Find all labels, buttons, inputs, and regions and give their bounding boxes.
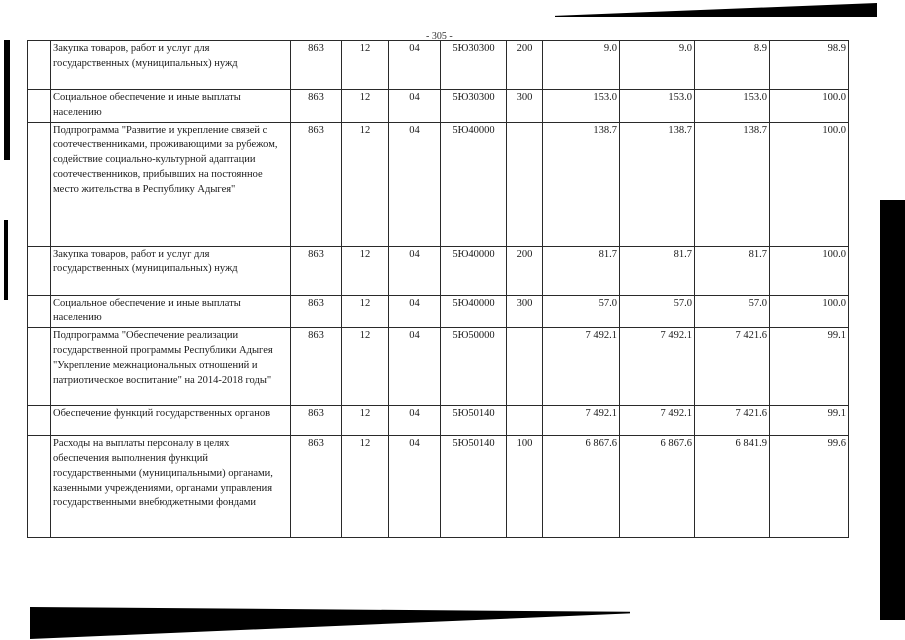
budget-table (27, 40, 849, 538)
item-name-cell: Социальное обеспечение и иные выплаты населению (51, 90, 291, 123)
vr-cell (507, 328, 543, 406)
row-marker-cell (28, 295, 51, 328)
item-name-cell: Подпрограмма "Развитие и укрепление связей с соотечественниками, проживающими за рубежом, содействие социально-культурной адаптации соотечественников, прибывших на постоянное место жительства в Республику Адыгея" (51, 122, 291, 246)
scan-artifact-top (555, 3, 877, 17)
ved-cell: 863 (291, 436, 342, 538)
vr-cell (507, 406, 543, 436)
scan-artifact-bottom (30, 607, 630, 639)
rz-cell: 12 (342, 295, 389, 328)
page-number: - 305 - (426, 31, 453, 42)
pr-cell: 04 (389, 406, 441, 436)
item-name-cell: Расходы на выплаты персоналу в целях обеспечения выполнения функций государственными (муниципальными) органами, казенными учреждениями, органами управления государственными внебюджетными фондами (51, 436, 291, 538)
table-row (28, 328, 849, 406)
percent-cell: 100.0 (770, 90, 849, 123)
amount-1-cell: 9.0 (543, 41, 620, 90)
amount-3-cell: 138.7 (695, 122, 770, 246)
vr-cell: 300 (507, 295, 543, 328)
row-marker-cell (28, 41, 51, 90)
item-name-cell: Закупка товаров, работ и услуг для государственных (муниципальных) нужд (51, 41, 291, 90)
amount-1-cell: 7 492.1 (543, 328, 620, 406)
csr-cell: 5Ю30300 (441, 41, 507, 90)
csr-cell: 5Ю50140 (441, 436, 507, 538)
pr-cell: 04 (389, 90, 441, 123)
percent-cell: 100.0 (770, 122, 849, 246)
row-marker-cell (28, 246, 51, 295)
amount-1-cell: 7 492.1 (543, 406, 620, 436)
percent-cell: 99.1 (770, 406, 849, 436)
csr-cell: 5Ю40000 (441, 295, 507, 328)
csr-cell: 5Ю30300 (441, 90, 507, 123)
amount-2-cell: 7 492.1 (620, 328, 695, 406)
amount-1-cell: 81.7 (543, 246, 620, 295)
table-row (28, 246, 849, 295)
csr-cell: 5Ю50000 (441, 328, 507, 406)
ved-cell: 863 (291, 328, 342, 406)
amount-2-cell: 81.7 (620, 246, 695, 295)
amount-2-cell: 138.7 (620, 122, 695, 246)
ved-cell: 863 (291, 41, 342, 90)
rz-cell: 12 (342, 41, 389, 90)
amount-2-cell: 6 867.6 (620, 436, 695, 538)
table-row (28, 122, 849, 246)
rz-cell: 12 (342, 122, 389, 246)
item-name-cell: Подпрограмма "Обеспечение реализации государственной программы Республики Адыгея "Укрепление межнациональных отношений и патриотическое воспитание" на 2014-2018 годы" (51, 328, 291, 406)
table-row (28, 41, 849, 90)
pr-cell: 04 (389, 295, 441, 328)
csr-cell: 5Ю50140 (441, 406, 507, 436)
amount-1-cell: 153.0 (543, 90, 620, 123)
rz-cell: 12 (342, 90, 389, 123)
scan-artifact-left-lower (4, 220, 8, 300)
vr-cell: 100 (507, 436, 543, 538)
pr-cell: 04 (389, 436, 441, 538)
rz-cell: 12 (342, 328, 389, 406)
percent-cell: 100.0 (770, 246, 849, 295)
pr-cell: 04 (389, 328, 441, 406)
amount-2-cell: 7 492.1 (620, 406, 695, 436)
rz-cell: 12 (342, 246, 389, 295)
row-marker-cell (28, 328, 51, 406)
vr-cell: 200 (507, 246, 543, 295)
row-marker-cell (28, 90, 51, 123)
amount-2-cell: 153.0 (620, 90, 695, 123)
amount-1-cell: 57.0 (543, 295, 620, 328)
csr-cell: 5Ю40000 (441, 122, 507, 246)
ved-cell: 863 (291, 122, 342, 246)
vr-cell: 200 (507, 41, 543, 90)
scan-artifact-left (4, 40, 10, 160)
amount-1-cell: 138.7 (543, 122, 620, 246)
amount-3-cell: 153.0 (695, 90, 770, 123)
table-row (28, 406, 849, 436)
amount-2-cell: 9.0 (620, 41, 695, 90)
amount-3-cell: 81.7 (695, 246, 770, 295)
row-marker-cell (28, 436, 51, 538)
table-row (28, 295, 849, 328)
row-marker-cell (28, 406, 51, 436)
item-name-cell: Социальное обеспечение и иные выплаты населению (51, 295, 291, 328)
amount-3-cell: 6 841.9 (695, 436, 770, 538)
percent-cell: 99.6 (770, 436, 849, 538)
ved-cell: 863 (291, 295, 342, 328)
amount-3-cell: 57.0 (695, 295, 770, 328)
amount-2-cell: 57.0 (620, 295, 695, 328)
table-row (28, 90, 849, 123)
item-name-cell: Обеспечение функций государственных органов (51, 406, 291, 436)
amount-1-cell: 6 867.6 (543, 436, 620, 538)
percent-cell: 99.1 (770, 328, 849, 406)
ved-cell: 863 (291, 246, 342, 295)
table-row (28, 436, 849, 538)
item-name-cell: Закупка товаров, работ и услуг для государственных (муниципальных) нужд (51, 246, 291, 295)
ved-cell: 863 (291, 406, 342, 436)
ved-cell: 863 (291, 90, 342, 123)
pr-cell: 04 (389, 41, 441, 90)
percent-cell: 98.9 (770, 41, 849, 90)
pr-cell: 04 (389, 246, 441, 295)
rz-cell: 12 (342, 436, 389, 538)
vr-cell (507, 122, 543, 246)
pr-cell: 04 (389, 122, 441, 246)
scan-artifact-right (880, 200, 905, 620)
amount-3-cell: 7 421.6 (695, 406, 770, 436)
amount-3-cell: 7 421.6 (695, 328, 770, 406)
vr-cell: 300 (507, 90, 543, 123)
row-marker-cell (28, 122, 51, 246)
amount-3-cell: 8.9 (695, 41, 770, 90)
rz-cell: 12 (342, 406, 389, 436)
percent-cell: 100.0 (770, 295, 849, 328)
csr-cell: 5Ю40000 (441, 246, 507, 295)
